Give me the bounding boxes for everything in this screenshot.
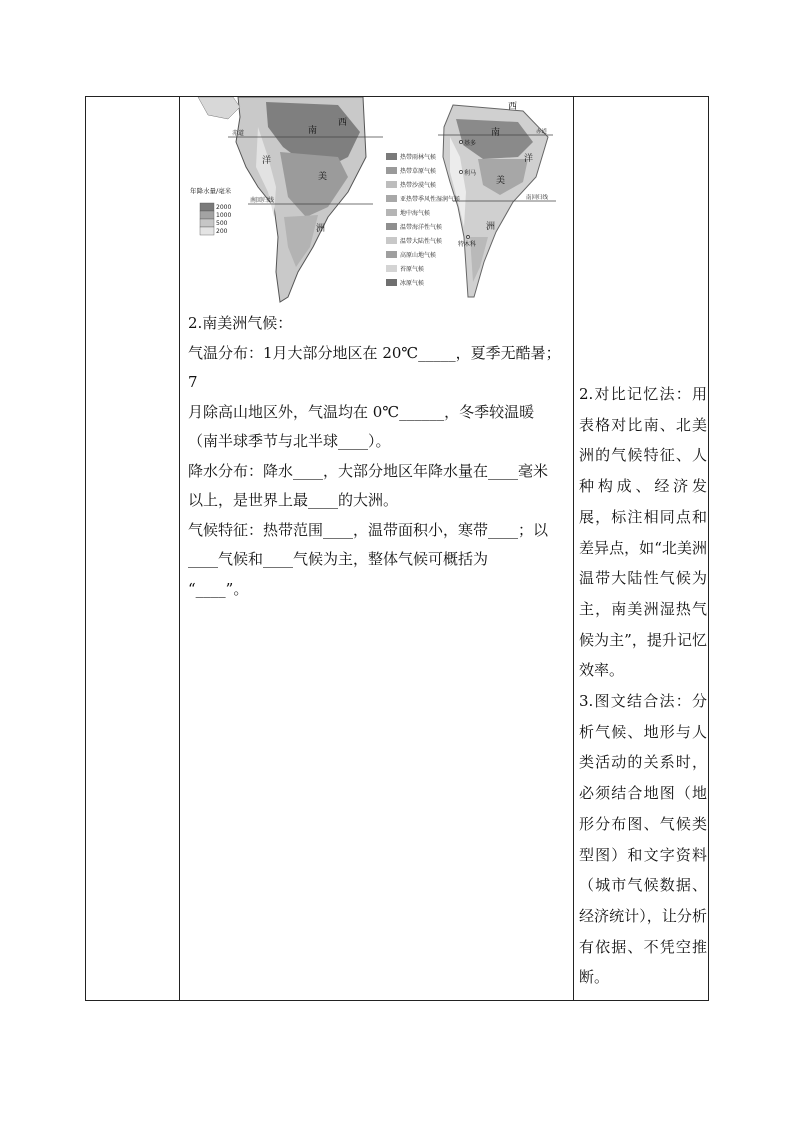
legend-item-6: 温带大陆性气候 <box>400 238 443 245</box>
right-map-label-yang: 洋 <box>524 154 534 164</box>
text-line: （南半球季节与北半球____）。 <box>188 432 391 450</box>
right-map-label-zhou: 洲 <box>486 222 496 232</box>
text-line: 气候特征：热带范围____，温带面积小，寒带____；以 <box>188 520 549 539</box>
left-map-label-zhou: 洲 <box>316 224 326 234</box>
section-heading: 2.南美洲气候： <box>188 314 293 332</box>
legend-item-4: 地中海气候 <box>400 210 431 217</box>
text-line: 以上，是世界上最____的大洲。 <box>188 491 399 509</box>
left-map-label-tropic: 南回归线 <box>250 197 275 204</box>
right-map-label-mei: 美 <box>496 176 506 186</box>
precip-legend-200: 200 <box>216 228 228 235</box>
content-cell <box>180 97 572 1000</box>
study-methods <box>579 379 707 993</box>
method-map-text: 3.图文结合法：分析气候、地形与人类活动的关系时，必须结合地图（地形分布图、气候类型图）和文字资料（城市气候数据、经济统计），让分析有依据、不凭空推断。 <box>579 692 707 987</box>
legend-item-3: 亚热带季风性湿润气候 <box>400 196 461 203</box>
right-map-label-xi: 西 <box>508 102 518 112</box>
right-map-label-equator: 赤道 <box>536 129 548 135</box>
legend-item-0: 热带雨林气候 <box>400 154 437 161</box>
legend-item-9: 冰原气候 <box>400 280 425 287</box>
climate-notes <box>188 309 568 604</box>
left-map-label-equator: 赤道 <box>232 130 245 137</box>
legend-item-8: 苔原气候 <box>400 266 425 273</box>
precip-legend-2000: 2000 <box>216 204 232 211</box>
left-map-label-yang: 洋 <box>262 156 272 166</box>
lesson-table <box>85 96 709 1001</box>
text-line: “____”。 <box>188 579 249 598</box>
left-map-label-xi: 西 <box>338 118 348 128</box>
legend-item-1: 热带草原气候 <box>400 168 437 175</box>
precipitation-map <box>190 97 383 302</box>
right-map-label-tropic: 南回归线 <box>526 195 549 201</box>
south-america-maps <box>188 97 564 305</box>
legend-item-5: 温带海洋性气候 <box>400 224 443 231</box>
method-cell <box>575 97 709 1000</box>
city-lima: 利马 <box>464 170 477 177</box>
city-quito: 基多 <box>464 140 477 147</box>
precip-legend-1000: 1000 <box>216 212 232 219</box>
legend-item-2: 热带沙漠气候 <box>400 182 437 189</box>
left-map-label-nan: 南 <box>308 126 318 136</box>
column-divider-2 <box>573 97 574 1000</box>
precip-legend-500: 500 <box>216 220 228 227</box>
left-map-label-mei: 美 <box>318 172 328 182</box>
text-line: ____气候和____气候为主，整体气候可概括为 <box>188 550 489 568</box>
text-line: 月除高山地区外，气温均在 0℃______，冬季较温暖 <box>188 402 535 421</box>
maps-figure <box>188 97 564 305</box>
right-map-label-nan: 南 <box>491 128 501 138</box>
precip-legend-title: 年降水量/毫米 <box>190 187 232 195</box>
method-comparison: 2.对比记忆法：用表格对比南、北美洲的气候特征、人种构成、经济发展，标注相同点和差异点，如“北美洲温带大陆性气候为主，南美洲湿热气候为主”，提升记忆效率。 <box>579 385 707 680</box>
text-line: 气温分布：1月大部分地区在 20℃_____，夏季无酷暑；7 <box>188 343 561 391</box>
text-line: 降水分布：降水____，大部分地区年降水量在____毫米 <box>188 461 549 480</box>
city-temuco: 特木科 <box>458 241 477 248</box>
legend-item-7: 高原山地气候 <box>400 252 437 259</box>
